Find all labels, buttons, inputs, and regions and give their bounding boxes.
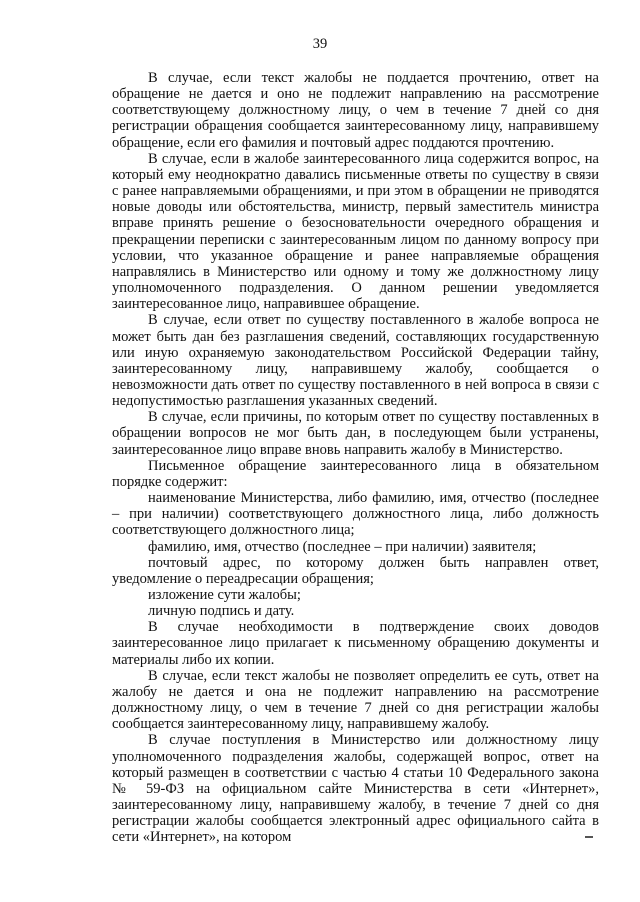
paragraph: В случае, если причины, по которым ответ по существу поставленных в обращении вопросов не мог быть дан, в последующем были устранены, заинтересованное лицо вправе вновь направить жалобу в Министерство. [112,409,599,458]
list-item: почтовый адрес, по которому должен быть направлен ответ, уведомление о переадресации обращения; [112,554,599,587]
page-body [112,70,599,846]
paragraph: В случае, если текст жалобы не позволяет определить ее суть, ответ на жалобу не дается и она не подлежит направлению на рассмотрение должностному лицу, о чем в течение 7 дней со дня регистрации жалобы сообщается заинтересованному лицу, направившему жалобу. [112,667,599,733]
list-item: фамилию, имя, отчество (последнее – при наличии) заявителя; [148,538,537,555]
list-item: наименование Министерства, либо фамилию, имя, отчество (последнее – при наличии) соответствующего должностного лица, либо должность соответствующего должностного лица; [112,490,599,539]
scan-mark [585,836,593,838]
paragraph: В случае, если текст жалобы не поддается прочтению, ответ на обращение не дается и оно не подлежит направлению на рассмотрение соответствующему должностному лицу, о чем в течение 7 дней со дня регистрации обращения сообщается заинтересованному лицу, направившему обращение, если его фамилия и почтовый адрес поддаются прочтению. [112,70,599,151]
list-item: изложение сути жалобы; [148,587,301,603]
paragraph: В случае, если ответ по существу поставленного в жалобе вопроса не может быть дан без разглашения сведений, составляющих государственную или иную охраняемую законодательством Российской Федерации тайну, заинтересованному лицу, направившему жалобу, сообщается о невозможности дать ответ по существу поставленного в ней вопроса в связи с недопустимостью разглашения указанных сведений. [112,312,599,410]
list-item: личную подпись и дату. [148,603,295,620]
page-number: 39 [312,36,328,52]
paragraph: Письменное обращение заинтересованного лица в обязательном порядке содержит: [112,457,599,490]
paragraph: В случае поступления в Министерство или должностному лицу уполномоченного подразделения жалобы, содержащей вопрос, ответ на который размещен в соответствии с частью 4 статьи 10 Федерального закона № 59-ФЗ на официальном сайте Министерства в сети «Интернет», заинтересованному лицу, направившему жалобу, в течение 7 дней со дня регистрации жалобы сообщается электронный адрес официального сайта в сети «Интернет», на котором [112,732,599,846]
paragraph: В случае необходимости в подтверждение своих доводов заинтересованное лицо прилагает к письменному обращению документы и материалы либо их копии. [112,619,599,668]
paragraph: В случае, если в жалобе заинтересованного лица содержится вопрос, на который ему неоднократно давались письменные ответы по существу в связи с ранее направляемыми обращениями, и при этом в обращении не приводятся новые доводы или обстоятельства, министр, первый заместитель министра вправе принять решение о безосновательности очередного обращения и прекращении переписки с заинтересованным лицом по данному вопросу при условии, что указанное обращение и ранее направляемые обращения направлялись в Министерство или одному и тому же должностному лицу уполномоченного подразделения. О данном решении уведомляется заинтересованное лицо, направившее обращение. [112,150,599,313]
